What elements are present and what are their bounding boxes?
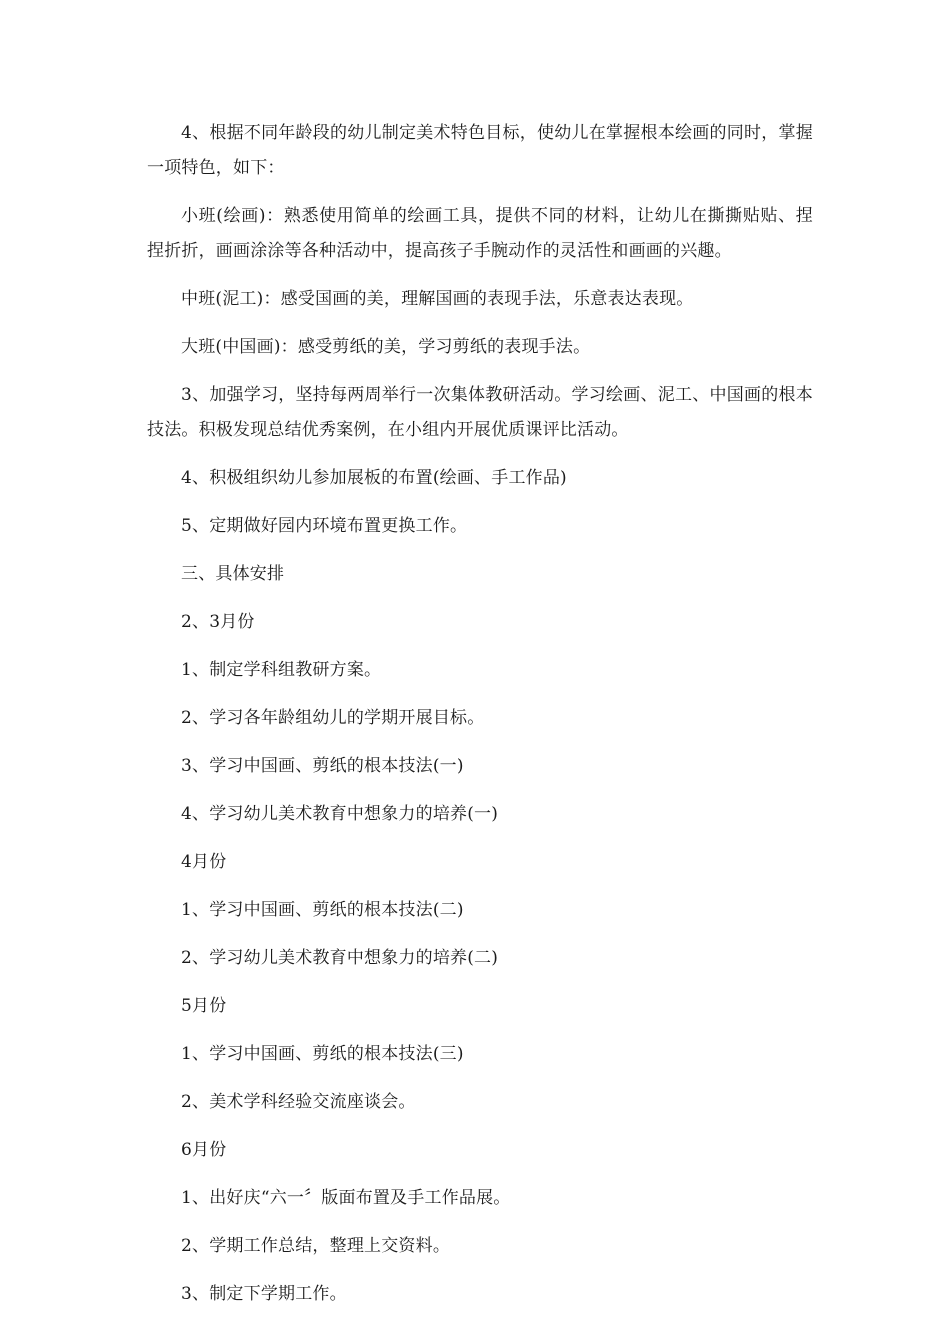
list-item: 1、出好庆“六一〞版面布置及手工作品展。 — [181, 1188, 511, 1208]
list-item: 1、学习中国画、剪纸的根本技法(三) — [181, 1044, 464, 1064]
list-item: 3、制定下学期工作。 — [181, 1284, 347, 1304]
month-heading-june: 6月份 — [181, 1140, 227, 1160]
month-heading-may: 5月份 — [181, 996, 227, 1016]
list-item: 1、学习中国画、剪纸的根本技法(二) — [181, 900, 464, 920]
paragraph-goals-by-age: 4、根据不同年龄段的幼儿制定美术特色目标，使幼儿在掌握根本绘画的同时，掌握一项特色，如下： — [147, 123, 813, 178]
list-item: 2、学习幼儿美术教育中想象力的培养(二) — [181, 948, 499, 968]
paragraph-environment-update: 5、定期做好园内环境布置更换工作。 — [181, 516, 468, 536]
list-item: 2、学期工作总结，整理上交资料。 — [181, 1236, 451, 1256]
section-heading-schedule: 三、具体安排 — [181, 564, 285, 584]
list-item: 1、制定学科组教研方案。 — [181, 660, 382, 680]
list-item: 2、美术学科经验交流座谈会。 — [181, 1092, 416, 1112]
list-item: 2、学习各年龄组幼儿的学期开展目标。 — [181, 708, 485, 728]
month-heading-april: 4月份 — [181, 852, 227, 872]
paragraph-exhibition-board: 4、积极组织幼儿参加展板的布置(绘画、手工作品) — [181, 468, 567, 488]
paragraph-small-class: 小班(绘画)：熟悉使用简单的绘画工具，提供不同的材料，让幼儿在撕撕贴贴、捏捏折折，画画涂涂等各种活动中，提高孩子手腕动作的灵活性和画画的兴趣。 — [147, 206, 813, 261]
document-body — [147, 116, 813, 1325]
list-item: 4、学习幼儿美术教育中想象力的培养(一) — [181, 804, 499, 824]
paragraph-middle-class: 中班(泥工)：感受国画的美，理解国画的表现手法，乐意表达表现。 — [181, 289, 694, 309]
list-item: 3、学习中国画、剪纸的根本技法(一) — [181, 756, 464, 776]
month-heading-feb-mar: 2、3月份 — [181, 612, 255, 632]
paragraph-strengthen-study: 3、加强学习，坚持每两周举行一次集体教研活动。学习绘画、泥工、中国画的根本技法。积极发现总结优秀案例，在小组内开展优质课评比活动。 — [147, 385, 813, 440]
paragraph-large-class: 大班(中国画)：感受剪纸的美，学习剪纸的表现手法。 — [181, 337, 591, 357]
